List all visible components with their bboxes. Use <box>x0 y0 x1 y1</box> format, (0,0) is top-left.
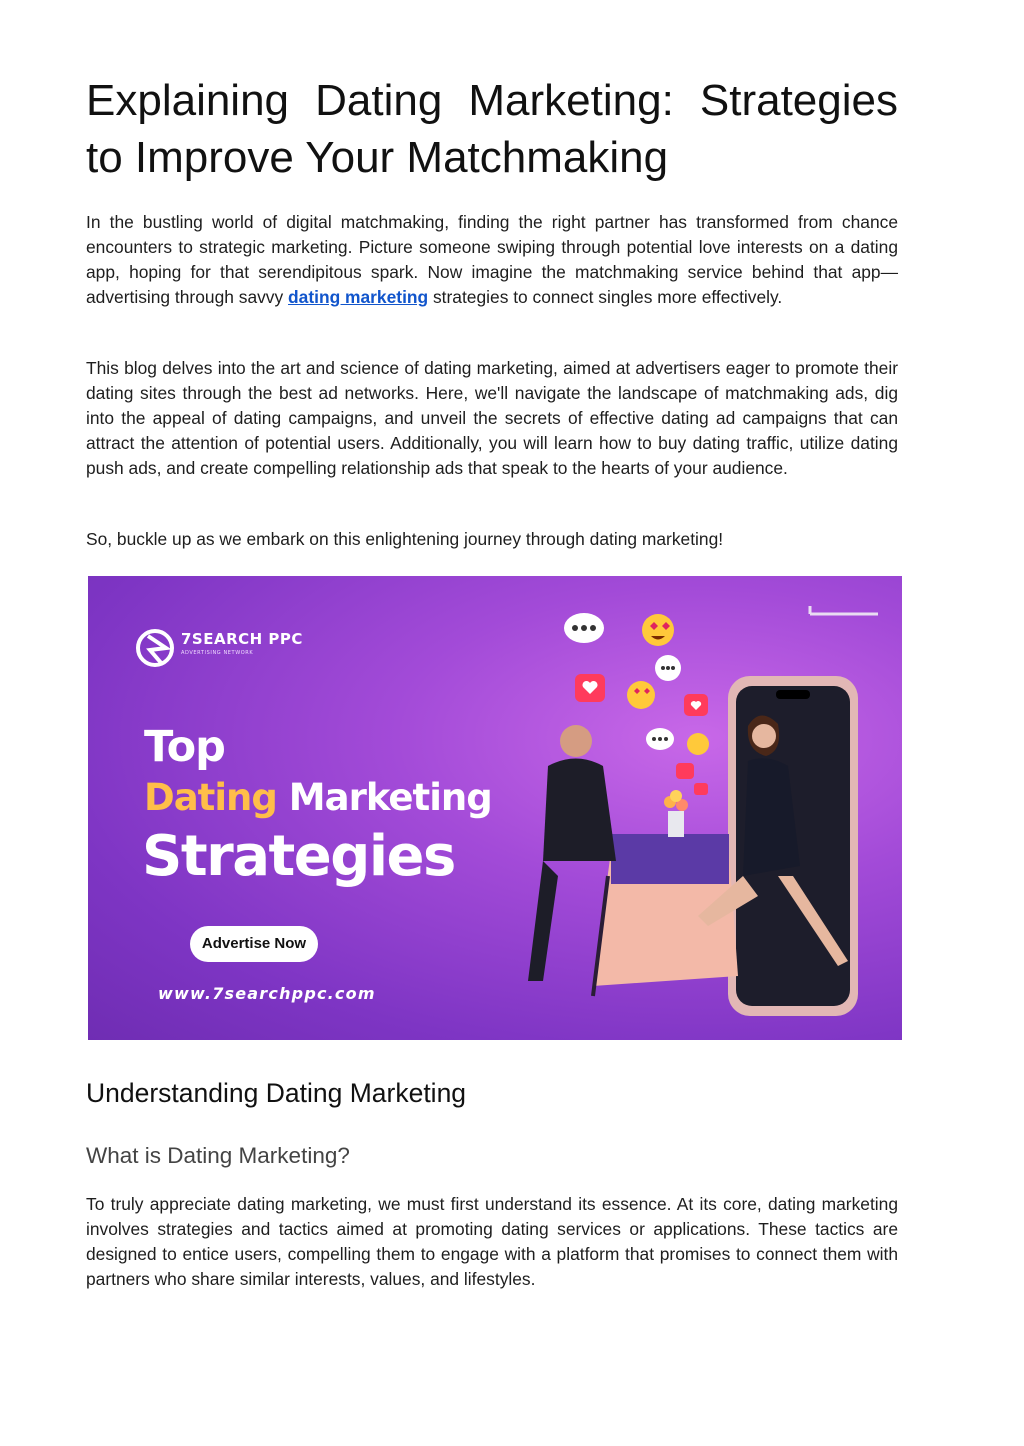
heart-bubble-icon <box>575 674 605 702</box>
speech-bubble-icon <box>564 613 604 643</box>
speech-bubble-icon <box>646 728 674 750</box>
intro-text-before: In the bustling world of digital matchmaking, finding the right partner has transformed from chance encounters to strategic marketing. Picture someone swiping through potential love interests on a dating app, hoping for that serendipitous spark. Now imagine the matchmaking service behind that app—advertising through savvy <box>86 212 898 307</box>
banner-logo-name: 7SEARCH PPC <box>181 630 303 648</box>
body-paragraph-3: So, buckle up as we embark on this enlightening journey through dating marketing! <box>86 529 724 549</box>
flower-vase-illustration <box>664 790 688 837</box>
wall-shelf-illustration <box>810 606 878 614</box>
banner-image <box>88 576 902 1040</box>
heart-bubble-icon <box>694 783 708 795</box>
banner-url: www.7searchppc.com <box>158 984 376 1003</box>
banner-logo-tagline: ADVERTISING NETWORK <box>181 650 254 656</box>
heart-bubble-icon <box>676 763 694 779</box>
heart-bubble-icon <box>684 694 708 716</box>
heart-eyes-emoji-icon <box>627 681 655 709</box>
advertise-now-button[interactable]: Advertise Now <box>190 926 318 962</box>
intro-paragraph <box>86 210 898 310</box>
heart-eyes-emoji-icon <box>642 614 674 646</box>
article-title: Explaining Dating Marketing: Strategies to Improve Your Matchmaking <box>86 76 898 182</box>
logo-icon <box>138 631 172 665</box>
body-paragraph-4: To truly appreciate dating marketing, we must first understand its essence. At its core, dating marketing involves strategies and tactics aimed at promoting dating services or applications. These tactics are designed to entice users, compelling them to engage with a platform that promises to connect them with partners who share similar interests, values, and lifestyles. <box>86 1194 898 1289</box>
banner-headline-top: Top <box>144 722 225 772</box>
dating-marketing-link[interactable]: dating marketing <box>288 287 429 307</box>
banner-headline-accent: Dating <box>144 776 277 819</box>
heart-eyes-emoji-icon <box>687 733 709 755</box>
banner-headline-line2 <box>144 776 492 819</box>
banner-headline-bottom: Strategies <box>142 824 455 889</box>
banner-headline-rest: Marketing <box>288 776 492 819</box>
section-heading: Understanding Dating Marketing <box>86 1078 467 1108</box>
speech-bubble-icon <box>655 655 681 681</box>
intro-text-after: strategies to connect singles more effectively. <box>428 287 783 307</box>
subsection-heading: What is Dating Marketing? <box>86 1143 350 1168</box>
body-paragraph-2: This blog delves into the art and science of dating marketing, aimed at advertisers eager to promote their dating sites through the best ad networks. Here, we'll navigate the landscape of matchmaking ads, dig into the appeal of dating campaigns, and unveil the secrets of effective dating ad campaigns that can attract the attention of potential users. Additionally, you will learn how to buy dating traffic, utilize dating push ads, and create compelling relationship ads that speak to the hearts of your audience. <box>86 358 898 478</box>
